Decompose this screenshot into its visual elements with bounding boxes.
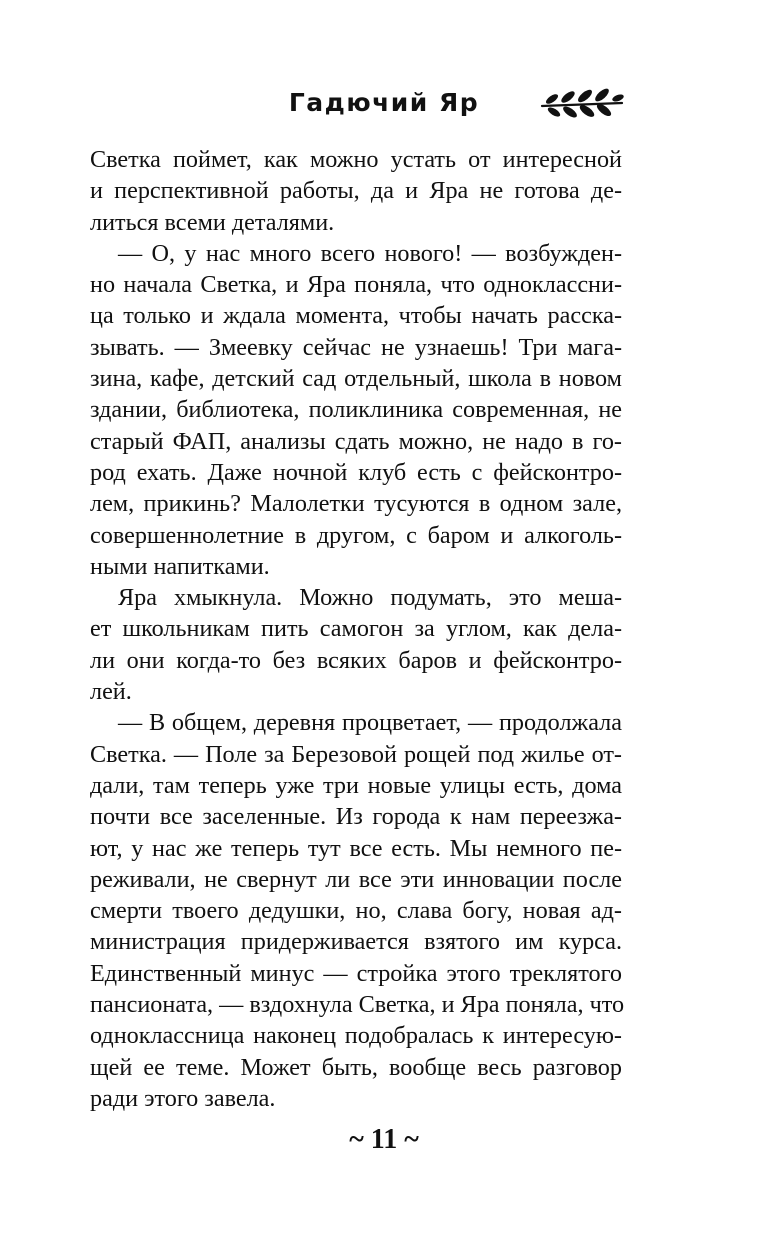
text-line: и перспективной работы, да и Яра не готова де- (90, 177, 622, 205)
body-text (90, 144, 625, 1114)
text-line: род ехать. Даже ночной клуб есть с фейсконтро- (90, 458, 622, 486)
text-line: Единственный минус — стройка этого треклятого (90, 959, 622, 987)
text-line: министрация придерживается взятого им курса. (90, 928, 622, 956)
text-line: зывать. — Змеевку сейчас не узнаешь! Три мага- (90, 333, 622, 361)
text-line: ют, у нас же теперь тут все есть. Мы немного пе- (90, 834, 622, 862)
text-line: совершеннолетние в другом, с баром и алкоголь- (90, 521, 622, 549)
text-line: почти все заселенные. Из города к нам переезжа- (90, 803, 622, 831)
text-line: ца только и ждала момента, чтобы начать расска- (90, 302, 622, 330)
text-line: Светка поймет, как можно устать от интересной (90, 146, 622, 173)
text-line: одноклассница наконец подобралась к интересую- (90, 1022, 622, 1050)
text-line: реживали, не свернут ли все эти инновации после (90, 865, 622, 893)
running-header (0, 84, 768, 124)
text-line: лей. (90, 678, 132, 706)
text-line: щей ее теме. Может быть, вообще весь разговор (90, 1053, 622, 1081)
text-line: — В общем, деревня процветает, — продолжала (118, 709, 622, 737)
text-line: лем, прикинь? Малолетки тусуются в одном зале, (90, 490, 622, 518)
page-number: ~ 11 ~ (349, 1124, 419, 1155)
text-line: здании, библиотека, поликлиника современная, не (90, 396, 622, 424)
text-line: пансионата, — вздохнула Светка, и Яра поняла, что (90, 991, 625, 1019)
text-line: смерти твоего дедушки, но, слава богу, новая ад- (90, 897, 622, 925)
text-line: зина, кафе, детский сад отдельный, школа в новом (90, 365, 622, 393)
text-line: — О, у нас много всего нового! — возбужден- (118, 239, 622, 267)
book-title: Гадючий Яр (288, 88, 480, 117)
text-line: ради этого завела. (90, 1084, 276, 1112)
text-line: дали, там теперь уже три новые улицы есть, дома (90, 771, 622, 799)
text-line: ными напитками. (90, 552, 270, 580)
text-line: старый ФАП, анализы сдать можно, не надо в го- (90, 427, 622, 455)
text-line: Светка. — Поле за Березовой рощей под жилье от- (90, 740, 622, 768)
text-line: но начала Светка, и Яра поняла, что одноклассни- (90, 271, 622, 299)
text-line: литься всеми деталями. (90, 208, 335, 236)
text-line: ли они когда-то без всяких баров и фейсконтро- (90, 646, 622, 674)
text-line: Яра хмыкнула. Можно подумать, это меша- (118, 584, 622, 612)
leaf-branch-icon (540, 84, 624, 124)
text-line: ет школьникам пить самогон за углом, как дела- (90, 615, 622, 643)
